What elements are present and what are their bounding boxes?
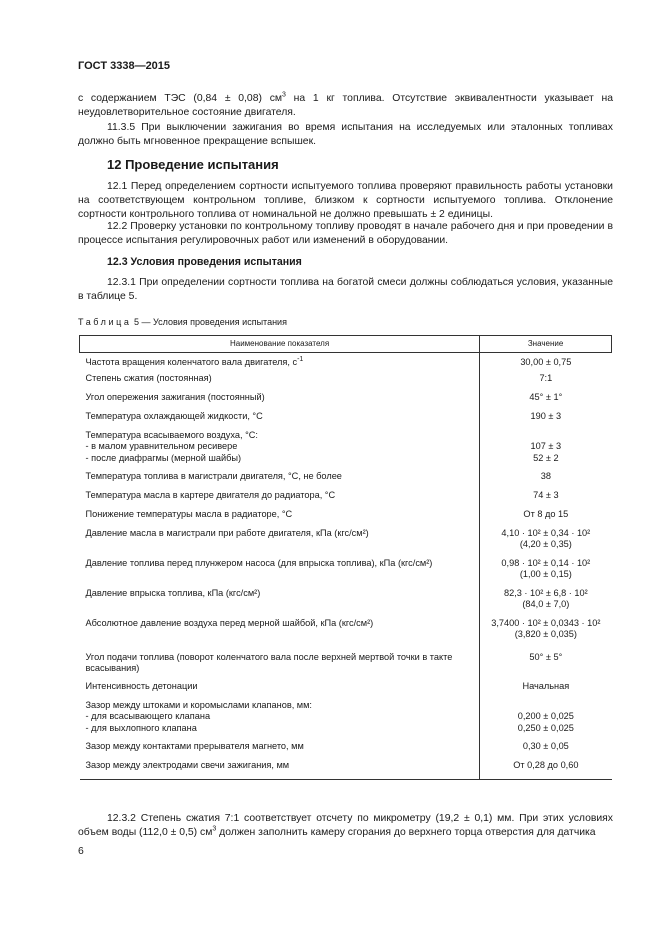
table-row xyxy=(80,471,612,490)
table-row xyxy=(80,373,612,392)
table-row xyxy=(80,588,612,618)
table-caption-text: 5 — Условия проведения испытания xyxy=(134,317,287,327)
table-row xyxy=(80,528,612,558)
row-name: Зазор между электродами свечи зажигания, мм xyxy=(80,760,480,780)
text-before-sup: 12.3.2 Степень сжатия 7:1 соответствует отсчету по микрометру (19,2 ± 0,1) мм. При этих условиях объем воды (112,0 ± 0,5) см xyxy=(78,813,613,838)
row-value: 50° ± 5° xyxy=(480,652,612,681)
row-value: Начальная xyxy=(480,681,612,700)
row-name: Температура охлаждающей жидкости, °С xyxy=(85,410,263,421)
row-name: Угол опережения зажигания (постоянный) xyxy=(85,391,265,402)
row-name: Температура топлива в магистрали двигателя, °С, не более xyxy=(85,470,342,481)
row-name: Давление масла в магистрали при работе двигателя, кПа (кгс/см²) xyxy=(85,527,369,538)
table-row xyxy=(80,353,612,373)
row-name: Угол подачи топлива (поворот коленчатого вала после верхней мертвой точки в такте всасывания) xyxy=(85,651,453,673)
table-row xyxy=(80,760,612,780)
table-row xyxy=(80,741,612,760)
row-name: Температура всасываемого воздуха, °С: - в малом уравнительном ресивере - после диафрагмы (мерной шайбы) xyxy=(85,429,258,463)
row-value: 45° ± 1° xyxy=(480,392,612,411)
row-value: 190 ± 3 xyxy=(480,411,612,430)
text-after-sup: на 1 кг топлива. Отсутствие эквивалентности указывает на неудовлетворительное состояние двигателя. xyxy=(78,93,613,118)
table-caption xyxy=(78,317,287,327)
row-name xyxy=(80,353,480,373)
row-name: Степень сжатия (постоянная) xyxy=(85,372,212,383)
table-row xyxy=(80,509,612,528)
table-row xyxy=(80,652,612,681)
table-caption-label: Таблица xyxy=(78,317,132,327)
paragraph-11-3-4-end xyxy=(78,92,613,120)
table-row xyxy=(80,490,612,509)
conditions-table xyxy=(79,335,612,780)
row-name: Абсолютное давление воздуха перед мерной шайбой, кПа (кгс/см²) xyxy=(85,617,374,628)
paragraph-12-3-2 xyxy=(78,812,613,840)
row-value: От 0,28 до 0,60 xyxy=(480,760,612,780)
row-value: 38 xyxy=(480,471,612,490)
section-12-title: 12 Проведение испытания xyxy=(107,157,279,172)
row-value: От 8 до 15 xyxy=(480,509,612,528)
paragraph-11-3-5: 11.3.5 При выключении зажигания во время испытания на исследуемых или эталонных топливах должно быть мгновенное прекращение вспышек. xyxy=(78,122,613,147)
row-name: Давление топлива перед плунжером насоса (для впрыска топлива), кПа (кгс/см²) xyxy=(85,557,433,568)
row-name: Интенсивность детонации xyxy=(85,680,198,691)
row-value: 30,00 ± 0,75 xyxy=(480,353,612,373)
superscript: -1 xyxy=(297,355,304,363)
paragraph-12-1: 12.1 Перед определением сортности испытуемого топлива проверяют правильность работы установки на соответствующем контрольном топливе, близком к сортности испытуемого топлива. Отклонение сортности контрольного топлива от номинальной не должно превышать ± 2 единицы. xyxy=(78,181,613,220)
column-header-value: Значение xyxy=(480,336,612,353)
text-after-sup: должен заполнить камеру сгорания до верхнего торца отверстия для датчика xyxy=(216,827,596,838)
table-row xyxy=(80,430,612,471)
row-value: 3,7400 · 10² ± 0,0343 · 10² (3,820 ± 0,035) xyxy=(480,618,612,652)
row-name: Давление впрыска топлива, кПа (кгс/см²) xyxy=(85,587,261,598)
text-before-sup: с содержанием ТЭС (0,84 ± 0,08) см xyxy=(78,93,283,104)
page-number: 6 xyxy=(78,846,84,857)
superscript: 3 xyxy=(282,91,286,99)
row-name: Понижение температуры масла в радиаторе, °С xyxy=(85,508,293,519)
row-name: Зазор между контактами прерывателя магнето, мм xyxy=(85,740,304,751)
row-value: 82,3 · 10² ± 6,8 · 10² (84,0 ± 7,0) xyxy=(480,588,612,618)
standard-code: ГОСТ 3338—2015 xyxy=(78,60,171,72)
row-value: 0,200 ± 0,025 0,250 ± 0,025 xyxy=(480,700,612,741)
table-header-row xyxy=(80,336,612,353)
table-row xyxy=(80,558,612,588)
row-value: 7:1 xyxy=(480,373,612,392)
column-header-name: Наименование показателя xyxy=(80,336,480,353)
row-name: Температура масла в картере двигателя до радиатора, °С xyxy=(85,489,336,500)
table-row xyxy=(80,392,612,411)
table-row xyxy=(80,700,612,741)
table-row xyxy=(80,411,612,430)
row-name-text: Частота вращения коленчатого вала двигателя, с xyxy=(85,357,298,367)
paragraph-12-2: 12.2 Проверку установки по контрольному топливу проводят в начале рабочего дня и при проведении в процессе испытания регулировочных работ или изменений в оборудовании. xyxy=(78,221,613,246)
table-row xyxy=(80,681,612,700)
row-value: 0,98 · 10² ± 0,14 · 10² (1,00 ± 0,15) xyxy=(480,558,612,588)
row-name: Зазор между штоками и коромыслами клапанов, мм: - для всасывающего клапана - для выхлопного клапана xyxy=(85,699,312,733)
row-value: 0,30 ± 0,05 xyxy=(480,741,612,760)
row-value: 107 ± 3 52 ± 2 xyxy=(480,430,612,471)
section-12-3-title: 12.3 Условия проведения испытания xyxy=(107,256,302,268)
paragraph-12-3-1: 12.3.1 При определении сортности топлива на богатой смеси должны соблюдаться условия, указанные в таблице 5. xyxy=(78,277,613,302)
row-value: 74 ± 3 xyxy=(480,490,612,509)
superscript: 3 xyxy=(212,825,217,833)
table-row xyxy=(80,618,612,652)
row-value: 4,10 · 10² ± 0,34 · 10² (4,20 ± 0,35) xyxy=(480,528,612,558)
